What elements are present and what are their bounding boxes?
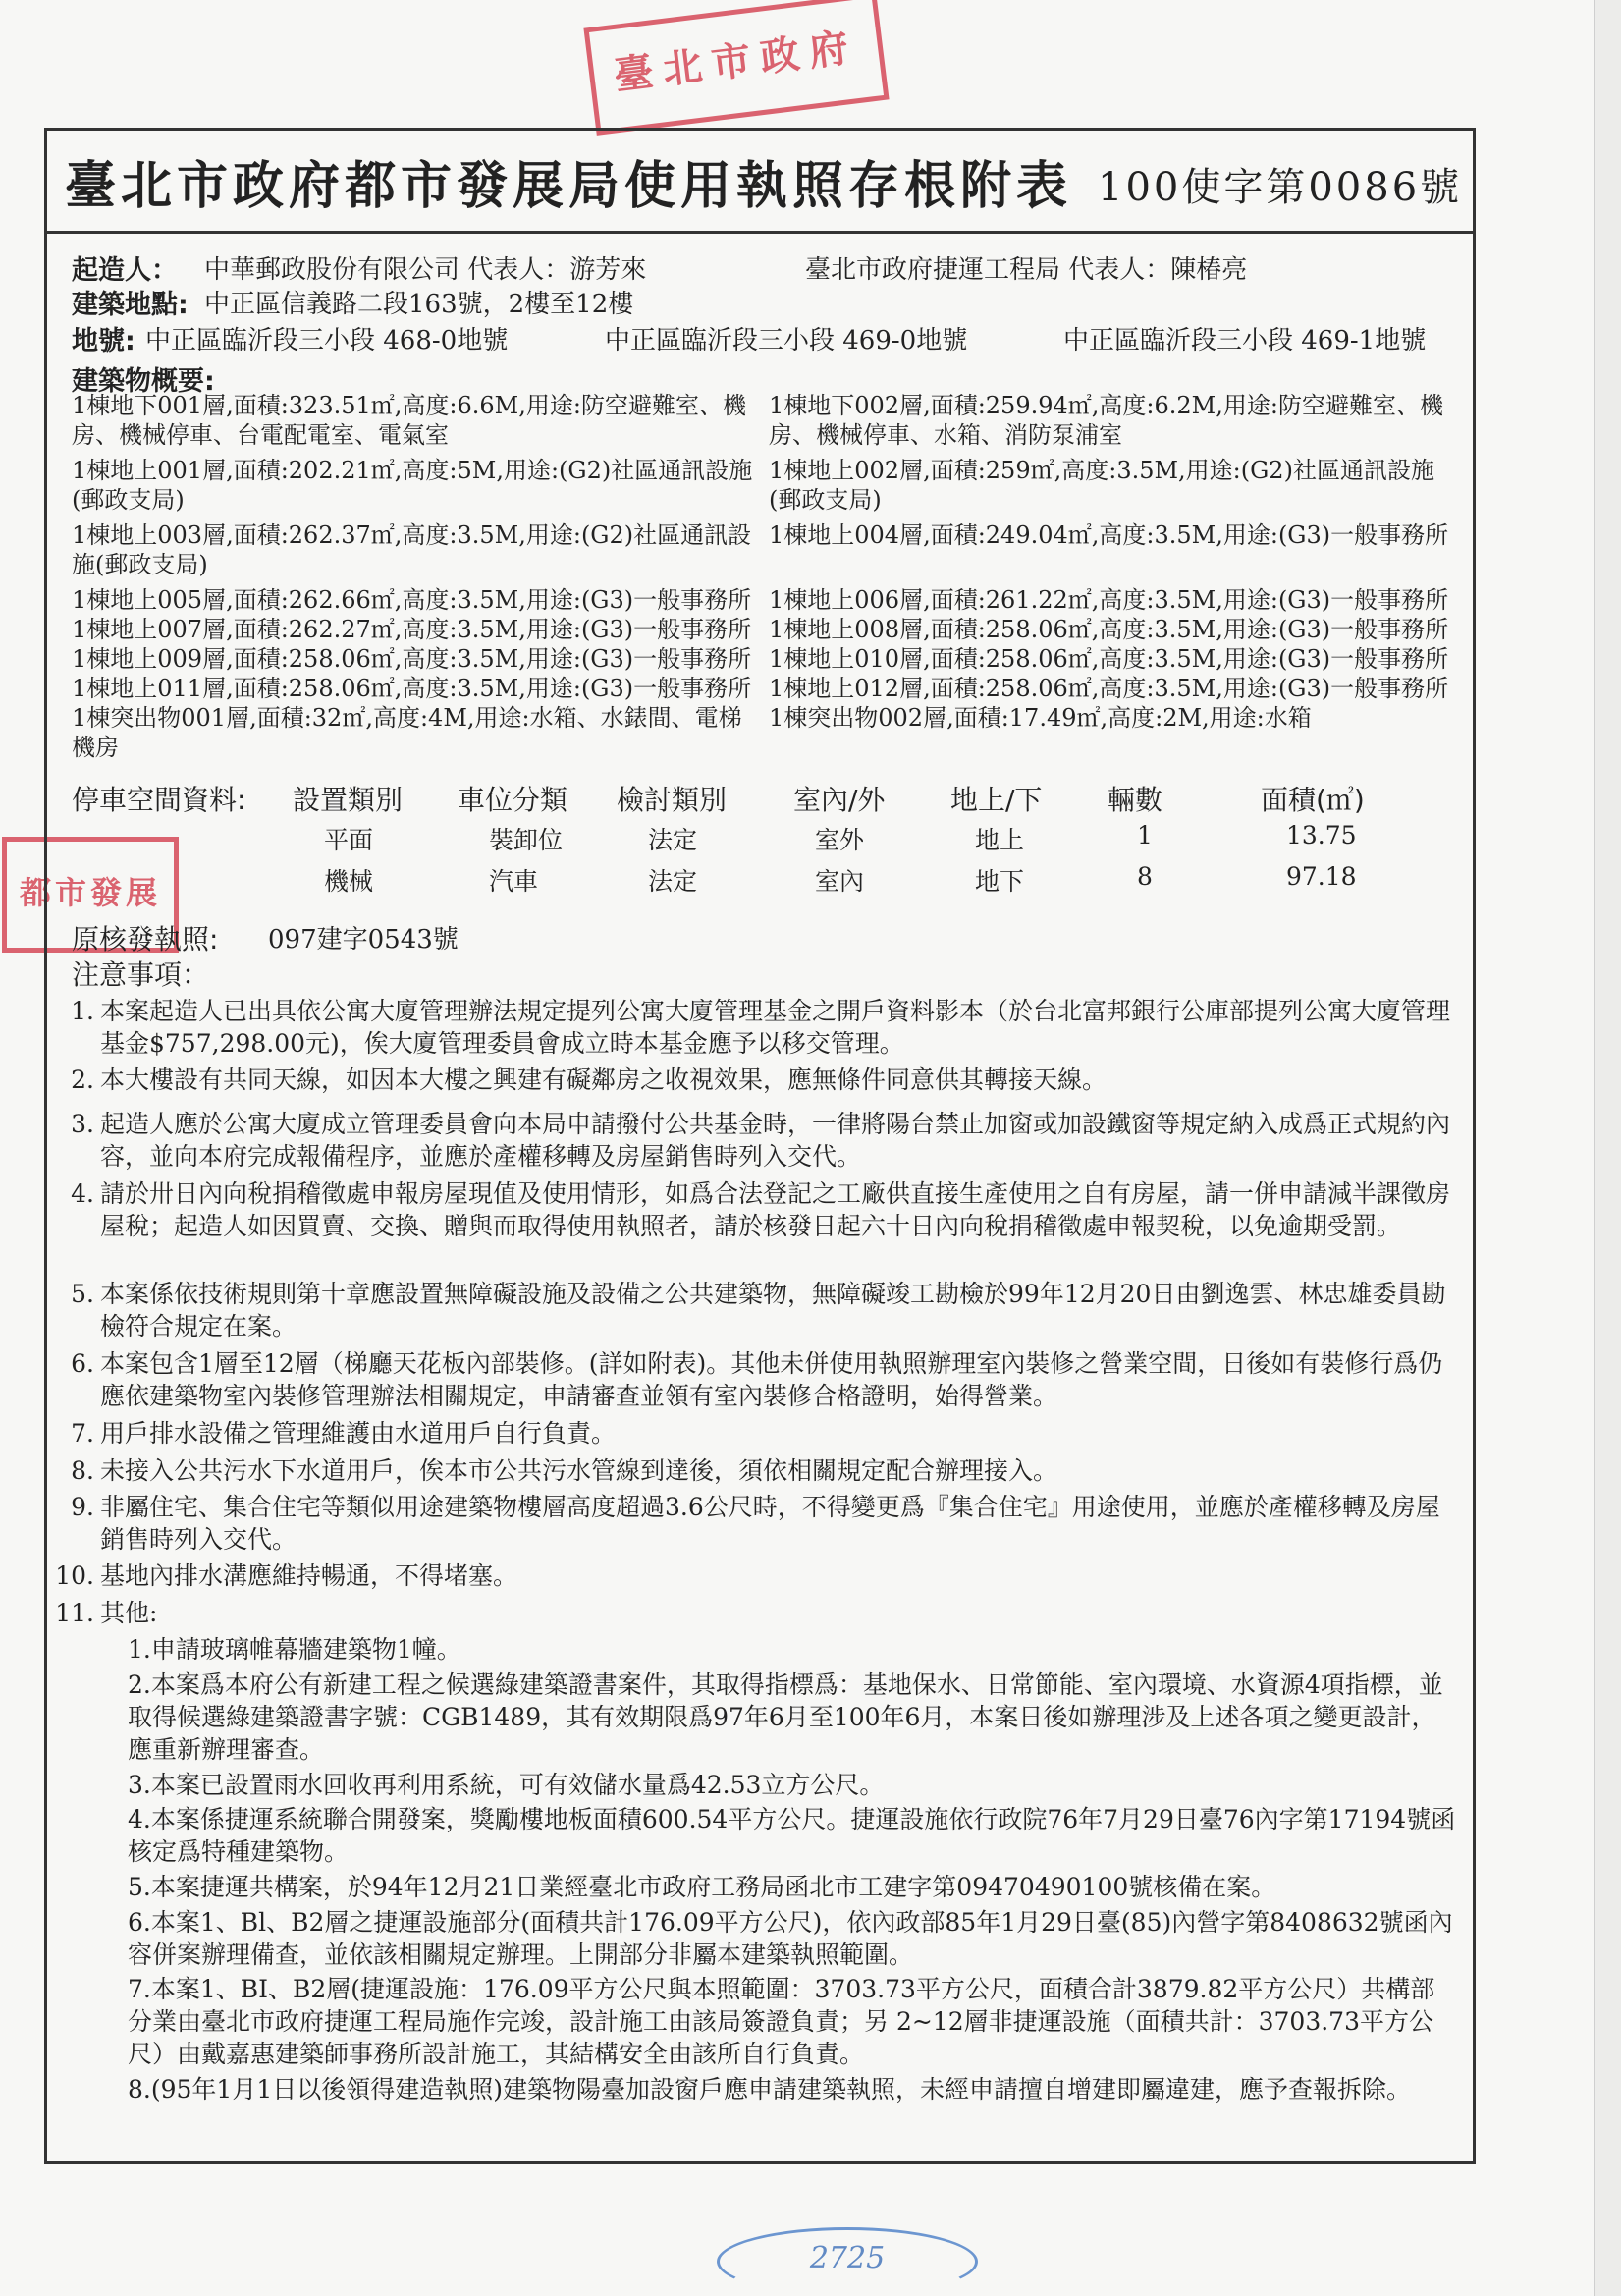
builder-label: 起造人： (72, 255, 178, 286)
floor-entry: 1棟地上002層,面積:259㎡,高度:3.5M,用途:(G2)社區通訊設施(郵政支局) (769, 457, 1434, 514)
builder-owner-2: 臺北市政府捷運工程局 代表人：陳椿亮 (805, 255, 1248, 285)
parking-cell: 地上 (975, 826, 1025, 854)
builder-owner-1: 中華郵政股份有限公司 代表人：游芳來 (204, 255, 647, 285)
note-text: 起造人應於公寓大廈成立管理委員會向本局申請撥付公共基金時，一律將陽台禁止加窗或加設鐵窗等規定納入成爲正式規約內容，並向本府完成報備程序，並應於產權移轉及房屋銷售時列入交代。 (100, 1110, 1451, 1171)
note-number: 8. (71, 1456, 94, 1485)
other-sub-item: 2.本案爲本府公有新建工程之候選綠建築證書案件，其取得指標爲：基地保水、日常節能、室內環境、水資源4項指標，並取得候選綠建築證書字號：CGB1489，其有效期限爲97年6月至100年6月，本案日後如辦理涉及上述各項之變更設計，應重新辦理審查。 (128, 1670, 1443, 1764)
note-number: 4. (71, 1179, 94, 1208)
document-frame (44, 128, 1476, 2164)
lot-number-1: 中正區臨沂段三小段 468-0地號 (145, 326, 509, 355)
original-permit-label: 原核發執照: (72, 923, 219, 956)
note-number: 2. (71, 1066, 94, 1094)
note-text: 非屬住宅、集合住宅等類似用途建築物樓層高度超過3.6公尺時，不得變更爲『集合住宅』用途使用，並應於產權移轉及房屋銷售時列入交代。 (100, 1493, 1440, 1554)
floor-entry: 1棟地下001層,面積:323.51㎡,高度:6.6M,用途:防空避難室、機房、機械停車、台電配電室、電氣室 (72, 392, 746, 449)
original-permit-value: 097建字0543號 (268, 925, 459, 955)
parking-header: 檢討類別 (617, 784, 728, 816)
parking-cell: 室外 (815, 826, 865, 854)
note-text: 其他: (100, 1599, 158, 1627)
note-text: 本案包含1層至12層（梯廳天花板內部裝修。(詳如附表)。其他未併使用執照辦理室內裝修之營業空間，日後如有裝修行爲仍應依建築物室內裝修管理辦法相關規定，申請審查並領有室內裝修合格證明，始得營業。 (100, 1349, 1443, 1410)
parking-cell: 平面 (324, 826, 374, 854)
floor-entry: 1棟地上003層,面積:262.37㎡,高度:3.5M,用途:(G2)社區通訊設施(郵政支局) (72, 521, 752, 578)
note-number: 10. (55, 1561, 94, 1590)
floor-entry: 1棟地上008層,面積:258.06㎡,高度:3.5M,用途:(G3)一般事務所 (769, 616, 1449, 643)
lot-number-2: 中正區臨沂段三小段 469-0地號 (605, 326, 968, 355)
note-text: 本案係依技術規則第十章應設置無障礙設施及設備之公共建築物，無障礙竣工勘檢於99年12月20日由劉逸雲、林忠雄委員勘檢符合規定在案。 (100, 1280, 1446, 1340)
parking-cell: 機械 (324, 867, 374, 896)
note-number: 7. (71, 1419, 94, 1448)
permit-number: 100使字第0086號 (1098, 165, 1463, 210)
parking-cell: 法定 (648, 826, 698, 854)
red-seal-top: 臺北市政府 (583, 0, 889, 136)
lot-label: 地號: (72, 326, 135, 356)
other-sub-item: 8.(95年1月1日以後領得建造執照)建築物陽臺加設窗戶應申請建築執照，未經申請擅自增建即屬違建，應予查報拆除。 (128, 2075, 1411, 2104)
other-sub-item: 6.本案1、Bl、B2層之捷運設施部分(面積共計176.09平方公尺)，依內政部85年1月29日臺(85)內營字第8408632號函內容併案辦理備查，並依該相關規定辦理。上開部分非屬本建築執照範圍。 (128, 1908, 1453, 1969)
blue-stamp-bottom: 2725 (717, 2227, 978, 2296)
parking-header: 車位分類 (458, 784, 568, 816)
note-text: 請於卅日內向稅捐稽徵處申報房屋現值及使用情形，如爲合法登記之工廠供直接生產使用之自有房屋，請一併申請減半課徵房屋稅；起造人如因買賣、交換、贈與而取得使用執照者，請於核發日起六十日內向稅捐稽徵處申報契稅，以免逾期受罰。 (100, 1179, 1451, 1240)
parking-cell: 室內 (815, 867, 865, 896)
floor-entry: 1棟地上005層,面積:262.66㎡,高度:3.5M,用途:(G3)一般事務所 (72, 586, 752, 614)
floor-entry: 1棟地上007層,面積:262.27㎡,高度:3.5M,用途:(G3)一般事務所 (72, 616, 752, 643)
site-label: 建築地點: (72, 290, 189, 320)
note-number: 5. (71, 1280, 94, 1308)
parking-cell: 13.75 (1286, 821, 1357, 849)
note-text: 基地內排水溝應維持暢通，不得堵塞。 (100, 1561, 518, 1590)
note-number: 11. (55, 1599, 94, 1627)
floor-entry: 1棟地上011層,面積:258.06㎡,高度:3.5M,用途:(G3)一般事務所 (72, 675, 752, 702)
note-text: 本案起造人已出具依公寓大廈管理辦法規定提列公寓大廈管理基金之開戶資料影本（於台北富邦銀行公庫部提列公寓大廈管理基金$757,298.00元)，俟大廈管理委員會成立時本基金應予以移交管理。 (100, 997, 1451, 1058)
other-sub-item: 5.本案捷運共構案，於94年12月21日業經臺北市政府工務局函北市工建字第09470490100號核備在案。 (128, 1873, 1276, 1901)
parking-cell: 汽車 (489, 867, 539, 896)
lot-number-3: 中正區臨沂段三小段 469-1地號 (1063, 326, 1427, 355)
scan-edge (1594, 0, 1621, 2296)
floor-entry: 1棟地上004層,面積:249.04㎡,高度:3.5M,用途:(G3)一般事務所 (769, 521, 1449, 549)
other-sub-item: 3.本案已設置雨水回收再利用系統，可有效儲水量爲42.53立方公尺。 (128, 1771, 885, 1799)
document-header (47, 131, 1473, 234)
note-number: 3. (71, 1110, 94, 1138)
parking-cell: 裝卸位 (489, 826, 564, 854)
other-sub-item: 4.本案係捷運系統聯合開發案，獎勵樓地板面積600.54平方公尺。捷運設施依行政院76年7月29日臺76內字第17194號函核定爲特種建築物。 (128, 1805, 1456, 1866)
overview-label: 建築物概要: (72, 366, 215, 397)
floor-entry: 1棟地下002層,面積:259.94㎡,高度:6.2M,用途:防空避難室、機房、機械停車、水箱、消防泵浦室 (769, 392, 1443, 449)
parking-cell: 8 (1137, 862, 1153, 891)
floor-entry: 1棟地上001層,面積:202.21㎡,高度:5M,用途:(G2)社區通訊設施(郵政支局) (72, 457, 753, 514)
site-address: 中正區信義路二段163號，2樓至12樓 (204, 290, 634, 319)
parking-cell: 97.18 (1286, 862, 1357, 891)
parking-cell: 1 (1137, 821, 1153, 849)
parking-header: 室內/外 (793, 784, 886, 816)
floor-entry: 1棟突出物001層,面積:32㎡,高度:4M,用途:水箱、水錶間、電梯機房 (72, 704, 742, 761)
floor-entry: 1棟地上006層,面積:261.22㎡,高度:3.5M,用途:(G3)一般事務所 (769, 586, 1449, 614)
floor-entry: 1棟地上012層,面積:258.06㎡,高度:3.5M,用途:(G3)一般事務所 (769, 675, 1449, 702)
notes-label: 注意事項： (72, 958, 210, 991)
note-number: 9. (71, 1493, 94, 1521)
parking-header: 輛數 (1108, 784, 1163, 816)
parking-label: 停車空間資料: (72, 784, 246, 816)
parking-header: 地上/下 (950, 784, 1043, 816)
floor-entry: 1棟地上009層,面積:258.06㎡,高度:3.5M,用途:(G3)一般事務所 (72, 645, 752, 673)
parking-cell: 地下 (975, 867, 1025, 896)
parking-header: 面積(㎡) (1261, 784, 1365, 816)
floor-entry: 1棟地上010層,面積:258.06㎡,高度:3.5M,用途:(G3)一般事務所 (769, 645, 1449, 673)
note-text: 未接入公共污水下水道用戶，俟本市公共污水管線到達後，須依相關規定配合辦理接入。 (100, 1456, 1058, 1485)
document-title: 臺北市政府都市發展局使用執照存根附表 (65, 156, 1073, 216)
floor-entry: 1棟突出物002層,面積:17.49㎡,高度:2M,用途:水箱 (769, 704, 1312, 732)
parking-cell: 法定 (648, 867, 698, 896)
parking-header: 設置類別 (293, 784, 404, 816)
note-number: 6. (71, 1349, 94, 1378)
other-sub-item: 1.申請玻璃帷幕牆建築物1幢。 (128, 1635, 461, 1664)
note-text: 用戶排水設備之管理維護由水道用戶自行負責。 (100, 1419, 617, 1448)
note-text: 本大樓設有共同天線，如因本大樓之興建有礙鄰房之收視效果，應無條件同意供其轉接天線。 (100, 1066, 1108, 1094)
note-number: 1. (71, 997, 94, 1025)
red-seal-left: 都市發展 (2, 837, 179, 953)
other-sub-item: 7.本案1、BI、B2層(捷運設施：176.09平方公尺與本照範圍：3703.73平方公尺，面積合計3879.82平方公尺）共構部分業由臺北市政府捷運工程局施作完竣，設計施工由該局簽證負責；另 2~12層非捷運設施（面積共計：3703.73平方公尺）由戴嘉惠建築師事務所設計施工，其結構安全由該所自行負責。 (128, 1975, 1435, 2068)
